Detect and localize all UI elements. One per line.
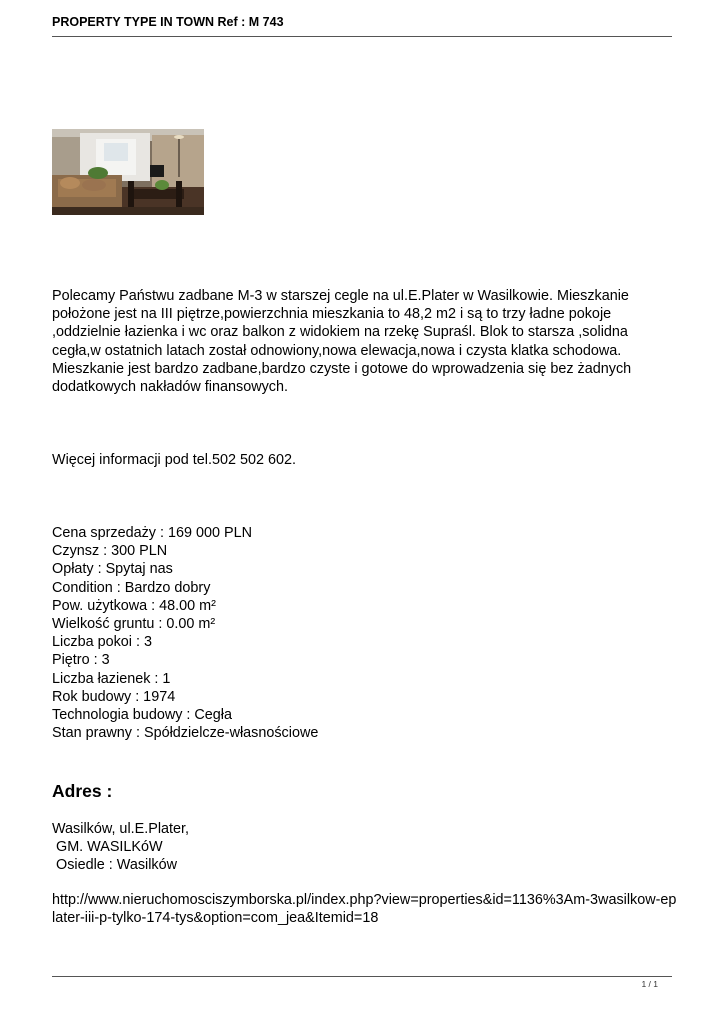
detail-price: Cena sprzedaży : 169 000 PLN	[52, 525, 252, 541]
address-line: Wasilków, ul.E.Plater,	[52, 821, 190, 837]
property-description: Polecamy Państwu zadbane M-3 w starszej cegle na ul.E.Plater w Wasilkowie. Mieszkanie położone jest na III piętrze,powierzchnia mieszkania to 48,2 m2 i są to trzy ładne pokoje ,oddzielnie łazienka i wc oraz balkon z widokiem na rzekę Supraśl. Blok to starsza ,solidna cegła,w ostatnich latach został odnowiony,nowa elewacja,nowa i czysta klatka schodowa. Mieszkanie jest bardzo zadbane,bardzo czyste i gotowe do wprowadzenia się bez żadnych dodatkowych nakładów finansowych.	[52, 288, 632, 396]
detail-condition: Condition : Bardzo dobry	[52, 579, 211, 596]
detail-land-size: Wielkość gruntu : 0.00 m²	[52, 616, 216, 633]
detail-bathrooms: Liczba łazienek : 1	[52, 670, 171, 687]
detail-usable-area: Pow. użytkowa : 48.00 m²	[52, 597, 216, 614]
detail-year-built: Rok budowy : 1974	[52, 688, 176, 705]
contact-info: Więcej informacji pod tel.502 502 602.	[52, 452, 296, 468]
detail-construction: Technologia budowy : Cegła	[52, 707, 233, 724]
page-number: 1 / 1	[641, 979, 658, 989]
page-title: PROPERTY TYPE IN TOWN Ref : M 743	[52, 15, 284, 29]
detail-fees: Opłaty : Spytaj nas	[52, 561, 173, 578]
detail-legal-status: Stan prawny : Spółdzielcze-własnościowe	[52, 725, 319, 742]
address-line: Osiedle : Wasilków	[52, 857, 178, 874]
page-footer	[52, 976, 672, 989]
address-block	[52, 820, 677, 875]
detail-rent: Czynsz : 300 PLN	[52, 543, 168, 560]
page-header	[52, 14, 672, 37]
address-line: GM. WASILKóW	[52, 839, 163, 856]
detail-floor: Piętro : 3	[52, 652, 110, 669]
address-heading: Adres :	[52, 781, 113, 801]
property-details	[52, 524, 677, 742]
detail-rooms: Liczba pokoi : 3	[52, 634, 152, 651]
property-url[interactable]: http://www.nieruchomosciszymborska.pl/index.php?view=properties&id=1136%3Am-3wasilkow-eplater-iii-p-tylko-174-tys&option=com_jea&Itemid=18	[52, 892, 677, 927]
property-photo	[52, 129, 204, 215]
